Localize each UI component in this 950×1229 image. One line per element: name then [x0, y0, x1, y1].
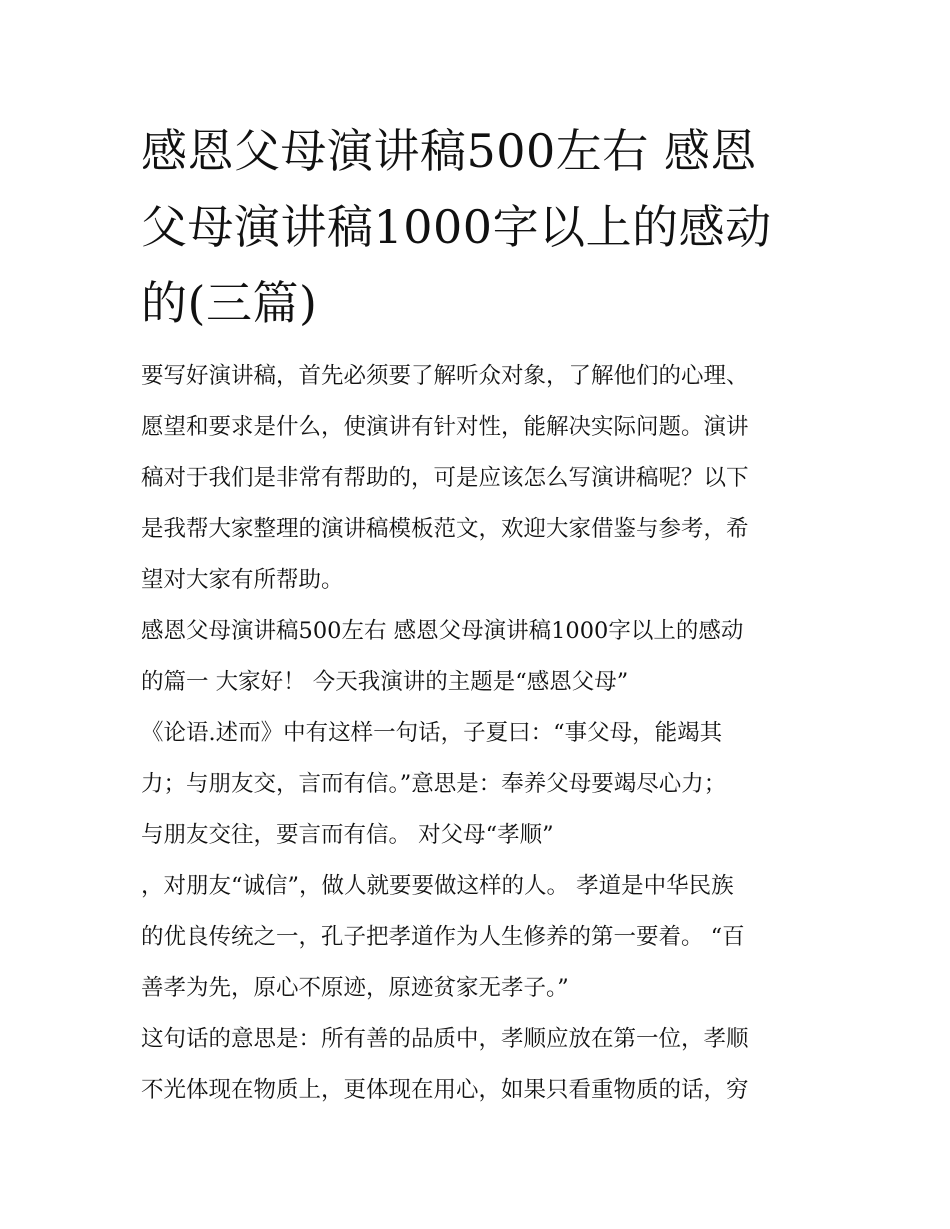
body-line: 力；与朋友交，言而有信。”意思是：奉养父母要竭尽心力；: [141, 771, 727, 797]
body-line: 望对大家有所帮助。: [141, 567, 344, 593]
body-line: 感恩父母演讲稿500左右 感恩父母演讲稿1000字以上的感动: [141, 618, 744, 644]
body-line: 这句话的意思是：所有善的品质中，孝顺应放在第一位，孝顺: [141, 1026, 749, 1052]
body-line: 善孝为先，原心不原迹，原迹贫家无孝子。”: [141, 975, 569, 1001]
body-line: 与朋友交往，要言而有信。 对父母“孝顺”: [141, 822, 554, 848]
body-line: ，对朋友“诚信”，做人就要要做这样的人。 孝道是中华民族: [141, 873, 734, 899]
body-line: 稿对于我们是非常有帮助的，可是应该怎么写演讲稿呢？以下: [141, 465, 749, 491]
body-line: 愿望和要求是什么，使演讲有针对性，能解决实际问题。演讲: [141, 414, 749, 440]
body-line: 不光体现在物质上，更体现在用心，如果只看重物质的话，穷: [141, 1077, 749, 1103]
document-title-line-3: 的(三篇): [141, 276, 318, 330]
body-line: 的篇一 大家好！ 今天我演讲的主题是“感恩父母”: [141, 669, 629, 695]
body-line: 的优良传统之一，孔子把孝道作为人生修养的第一要着。 “百: [141, 924, 745, 950]
document-title-line-1: 感恩父母演讲稿500左右 感恩: [141, 124, 757, 178]
body-line: 要写好演讲稿，首先必须要了解听众对象，了解他们的心理、: [141, 363, 749, 389]
body-line: 《论语.述而》中有这样一句话，子夏曰：“事父母，能竭其: [141, 720, 723, 746]
body-line: 是我帮大家整理的演讲稿模板范文，欢迎大家借鉴与参考，希: [141, 516, 749, 542]
document-title-line-2: 父母演讲稿1000字以上的感动: [141, 200, 772, 254]
